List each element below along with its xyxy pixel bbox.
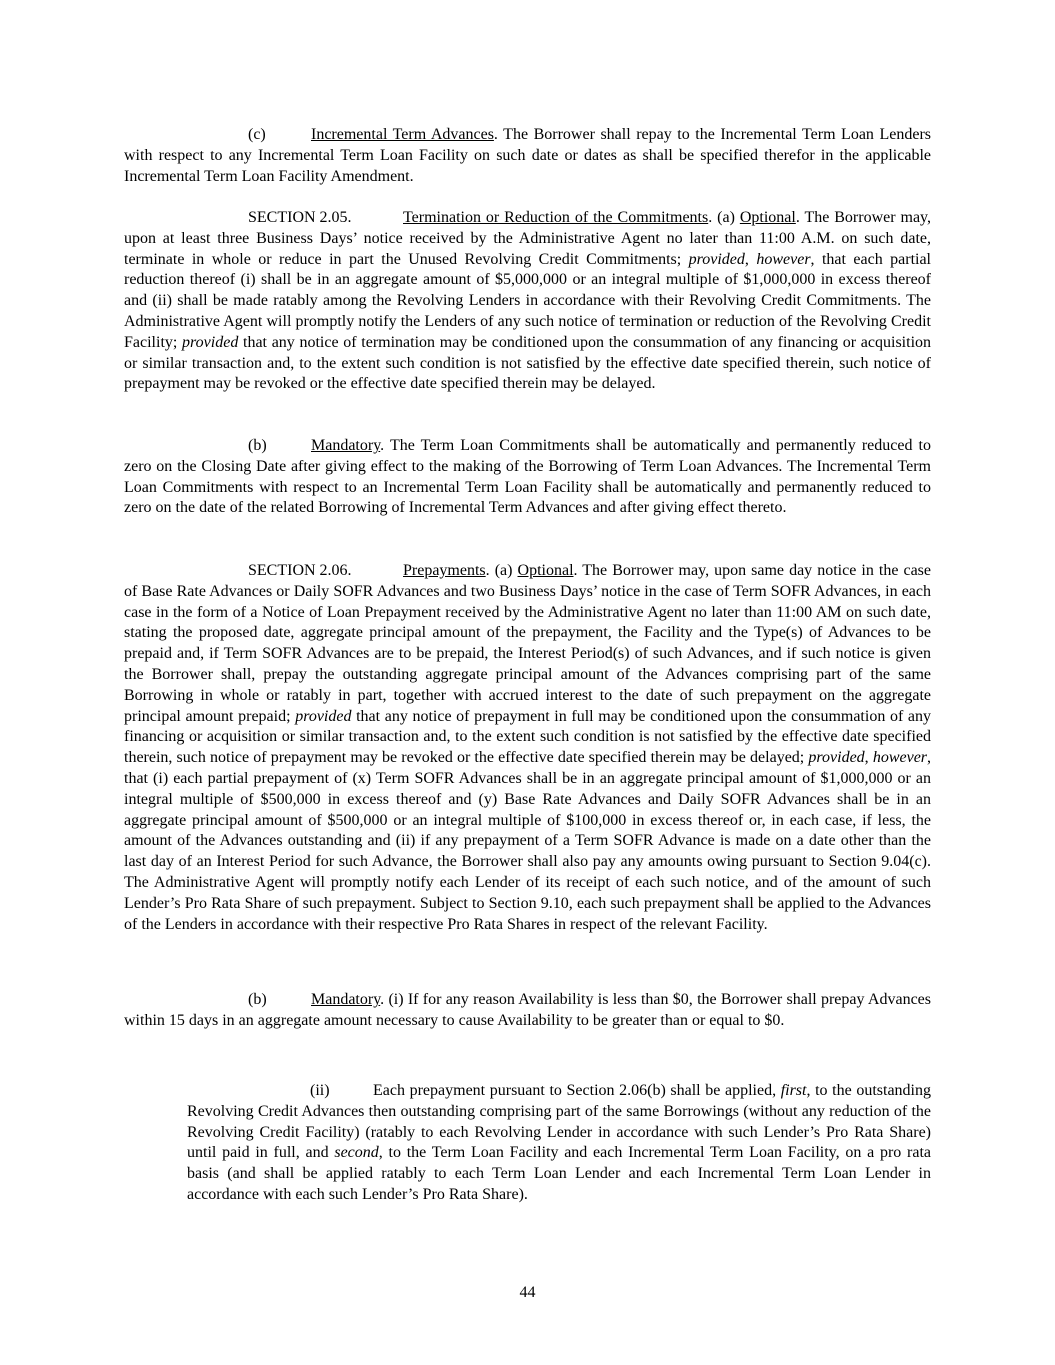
heading-text: Prepayments xyxy=(403,562,486,579)
body-text: . (a) xyxy=(708,209,740,226)
paragraph-label: SECTION 2.06. xyxy=(248,562,352,579)
body-text: . (i) If for any reason Availability is less than $0, the Borrower shall prepay Advances within 15 days in an aggregate amount necessary to cause Availability to be greater than or equal to $0. xyxy=(124,991,931,1029)
body-text: . The Term Loan Commitments shall be automatically and permanently reduced to zero on the Closing Date after giving effect to the making of the Borrowing of Term Loan Advances. The Incremental Term Loan Commitments with respect to an Incremental Term Loan Facility shall be automatically and permanently reduced to zero on the date of the related Borrowing of Incremental Term Advances and after giving effect thereto. xyxy=(124,437,931,517)
paragraph-label: (b) xyxy=(248,991,267,1008)
heading-text: Mandatory xyxy=(311,437,381,454)
emphasis-text: provided xyxy=(808,749,865,767)
section-2-06-a xyxy=(124,561,931,935)
page-number: 44 xyxy=(519,1284,536,1301)
emphasis-text: provided xyxy=(688,250,745,268)
body-text: , that each partial reduction thereof (i) shall be in an aggregate amount of $5,000,000 or an integral multiple of $1,000,000 in excess thereof and (ii) shall be made ratably among the Revolving Lenders in accordance with their Revolving Credit Commitments. The Administrative Agent will promptly notify the Lenders of any such notice of termination or reduction of the Revolving Credit Facility; xyxy=(124,250,932,351)
body-text: , xyxy=(744,250,757,268)
section-2-06-b xyxy=(124,990,931,1032)
body-text: , xyxy=(864,749,873,767)
heading-text: Optional xyxy=(517,562,574,579)
section-2-05-b xyxy=(124,436,931,519)
section-2-05-a xyxy=(124,208,931,395)
paragraph-label: (c) xyxy=(248,126,266,143)
body-text: that any notice of termination may be conditioned upon the consummation of any financing or acquisition or similar transaction and, to the extent such condition is not satisfied by the effective date specified therein, such notice of prepayment may be revoked or the effective date specified therein may be delayed. xyxy=(124,333,932,393)
emphasis-text: however xyxy=(756,250,811,268)
heading-text: Termination or Reduction of the Commitments xyxy=(403,209,709,226)
paragraph-2-04-c xyxy=(124,125,931,187)
body-text: . The Borrower may, upon at least three Business Days’ notice received by the Administrative Agent no later than 11:00 A.M. on such date, terminate in whole or reduce in part the Unused Revolving Credit Commitments; xyxy=(124,209,931,268)
emphasis-text: second xyxy=(334,1144,379,1162)
emphasis-text: first xyxy=(780,1082,807,1099)
body-text: , to the Term Loan Facility and each Incremental Term Loan Facility, on a pro rata basis (and shall be applied ratably to each Term Loan Lender and each Incremental Term Loan Lender in accordance with each such Lender’s Pro Rata Share). xyxy=(187,1144,931,1203)
heading-text: Mandatory xyxy=(311,991,381,1008)
emphasis-text: provided xyxy=(182,333,239,351)
paragraph-label: (ii) xyxy=(310,1082,330,1099)
body-text: that any notice of prepayment in full may be conditioned upon the consummation of any financing or acquisition or similar transaction and, to the extent such condition is not satisfied by the effective date specified therein, such notice of prepayment may be revoked or the effective date specified therein may be delayed; xyxy=(124,707,932,767)
body-text: . The Borrower shall repay to the Incremental Term Loan Lenders with respect to any Incremental Term Loan Facility on such date or dates as shall be specified therefor in the applicable Incremental Term Loan Facility Amendment. xyxy=(124,126,931,185)
paragraph-label: (b) xyxy=(248,437,267,454)
body-text: . The Borrower may, upon same day notice in the case of Base Rate Advances or Daily SOFR Advances and two Business Days’ notice in the case of Term SOFR Advances, in each case in the form of a Notice of Loan Prepayment received by the Administrative Agent no later than 11:00 AM on such date, stating the proposed date, aggregate principal amount of the prepayment, the Facility and the Type(s) of Advances to be prepaid and, if Term SOFR Advances are to be prepaid, the Interest Period(s) of such Advances, and if such notice is given the Borrower shall, prepay the outstanding aggregate principal amount of the Advances comprising part of the same Borrowing in whole or ratably in part, together with accrued interest to the date of such prepayment on the aggregate principal amount prepaid; xyxy=(124,562,931,725)
body-text: , to the outstanding Revolving Credit Advances then outstanding comprising part of the same Borrowings (without any reduction of the Revolving Credit Facility) (ratably to each Revolving Lender in accordance with such Lender’s Pro Rata Share) until paid in full, and xyxy=(187,1082,932,1162)
body-text: Each prepayment pursuant to Section 2.06(b) shall be applied, xyxy=(373,1082,781,1099)
heading-text: Incremental Term Advances xyxy=(311,126,494,143)
body-text: , that (i) each partial prepayment of (x) Term SOFR Advances shall be in an aggregate principal amount of $1,000,000 or an integral multiple of $500,000 in excess thereof and (y) Base Rate Advances and Daily SOFR Advances shall be in an aggregate principal amount of $500,000 or an integral multiple of $100,000 in excess thereof or, in each case, if less, the amount of the Advances outstanding and (ii) if any prepayment of a Term SOFR Advance is made on a date other than the last day of an Interest Period for such Advance, the Borrower shall also pay any amounts owing pursuant to Section 9.04(c). The Administrative Agent will promptly notify each Lender of its receipt of each such notice, and of the amount of such Lender’s Pro Rata Share of such prepayment. Subject to Section 9.10, each such prepayment shall be applied to the Advances of the Lenders in accordance with their respective Pro Rata Shares in respect of the relevant Facility. xyxy=(124,749,932,933)
section-2-06-b-ii xyxy=(187,1081,931,1206)
paragraph-label: SECTION 2.05. xyxy=(248,209,352,226)
body-text: . (a) xyxy=(485,562,518,579)
emphasis-text: provided xyxy=(295,707,352,725)
emphasis-text: however xyxy=(872,749,928,767)
heading-text: Optional xyxy=(739,209,796,226)
